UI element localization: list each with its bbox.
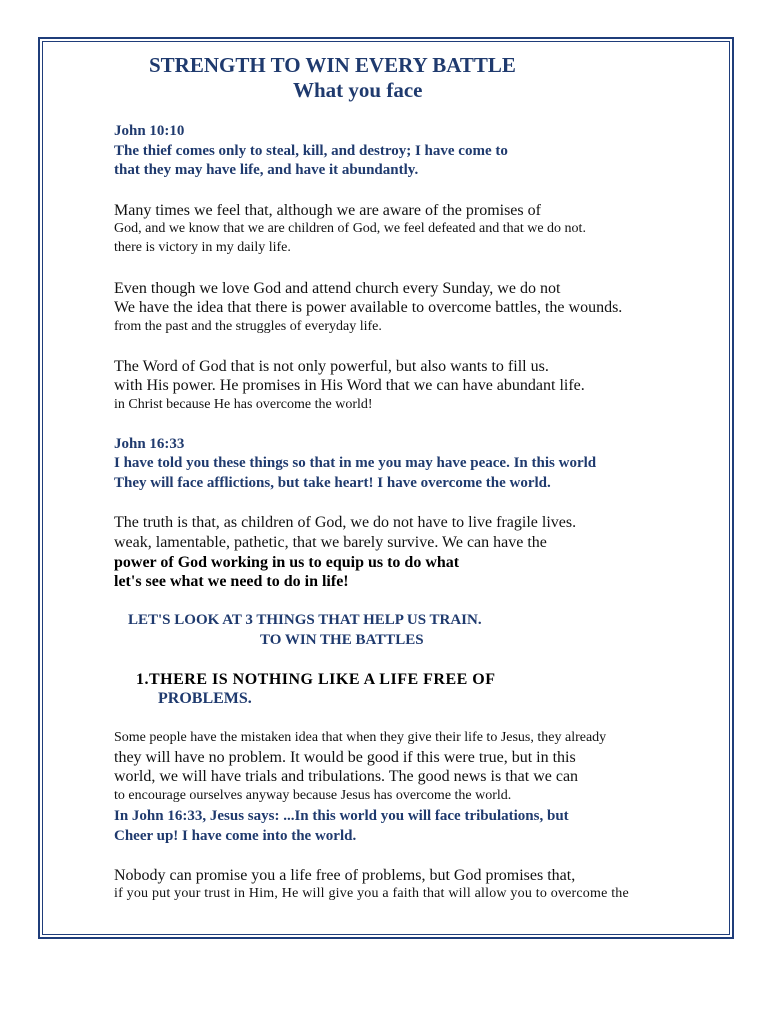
paragraph-line: The Word of God that is not only powerful, but also wants to fill us. <box>114 358 549 375</box>
paragraph-line: Many times we feel that, although we are aware of the promises of <box>114 202 541 219</box>
paragraph-line: with His power. He promises in His Word that we can have abundant life. <box>114 377 585 394</box>
point-heading: PROBLEMS. <box>158 690 252 707</box>
paragraph-line: Nobody can promise you a life free of problems, but God promises that, <box>114 867 576 884</box>
paragraph-line-bold: power of God working in us to equip us to do what <box>114 554 460 571</box>
paragraph-line: from the past and the struggles of everyday life. <box>114 319 382 334</box>
paragraph-line: God, and we know that we are children of God, we feel defeated and that we do not. <box>114 221 586 236</box>
document-subtitle: What you face <box>293 78 423 102</box>
verse-reference: John 16:33 <box>114 436 185 452</box>
paragraph-line: Even though we love God and attend church every Sunday, we do not <box>114 280 561 297</box>
paragraph-line: The truth is that, as children of God, we do not have to live fragile lives. <box>114 514 577 531</box>
verse-text-line: that they may have life, and have it abundantly. <box>114 162 419 178</box>
verse-text-line: The thief comes only to steal, kill, and destroy; I have come to <box>114 143 508 159</box>
section-heading: LET'S LOOK AT 3 THINGS THAT HELP US TRAIN. <box>128 612 482 628</box>
paragraph-line: to encourage ourselves anyway because Jesus has overcome the world. <box>114 788 512 803</box>
document-title: STRENGTH TO WIN EVERY BATTLE <box>149 53 516 77</box>
section-heading: TO WIN THE BATTLES <box>260 632 424 648</box>
verse-reference: John 10:10 <box>114 123 185 139</box>
paragraph-line: they will have no problem. It would be good if this were true, but in this <box>114 749 576 766</box>
verse-text-line: In John 16:33, Jesus says: ...In this world you will face tribulations, but <box>114 808 569 824</box>
point-heading: 1.THERE IS NOTHING LIKE A LIFE FREE OF <box>136 671 496 688</box>
paragraph-line: in Christ because He has overcome the world! <box>114 397 373 412</box>
paragraph-line: if you put your trust in Him, He will give you a faith that will allow you to overcome the <box>114 886 629 901</box>
verse-text-line: Cheer up! I have come into the world. <box>114 828 357 844</box>
paragraph-line-bold: let's see what we need to do in life! <box>114 573 349 590</box>
paragraph-line: We have the idea that there is power available to overcome battles, the wounds. <box>114 299 623 316</box>
paragraph-line: weak, lamentable, pathetic, that we barely survive. We can have the <box>114 534 547 551</box>
verse-text-line: I have told you these things so that in me you may have peace. In this world <box>114 455 597 471</box>
paragraph-line: Some people have the mistaken idea that when they give their life to Jesus, they already <box>114 730 607 745</box>
paragraph-line: world, we will have trials and tribulations. The good news is that we can <box>114 768 579 785</box>
paragraph-line: there is victory in my daily life. <box>114 240 291 255</box>
verse-text-line: They will face afflictions, but take heart! I have overcome the world. <box>114 475 551 491</box>
